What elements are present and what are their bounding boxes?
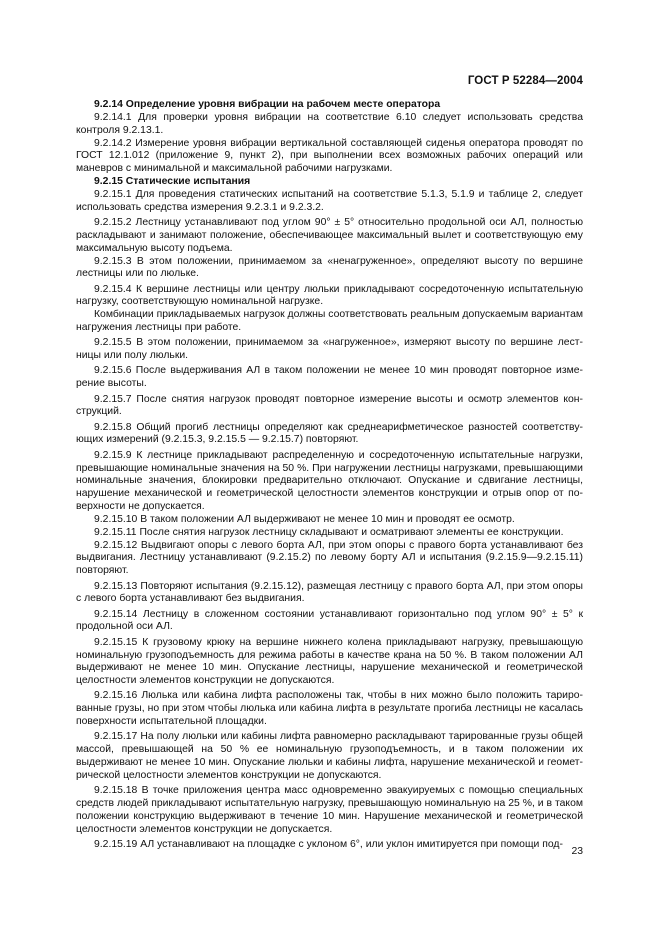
document-body	[76, 99, 583, 852]
section-heading: 9.2.15 Статические испытания	[94, 176, 251, 188]
paragraph: 9.2.15.3 В этом положении, принимаемом за «ненагруженное», определяют высоту по вершине лестницы или по люльке.	[76, 255, 583, 280]
document-header: ГОСТ Р 52284—2004	[467, 75, 583, 87]
paragraph: 9.2.15.6 После выдерживания АЛ в таком положении не менее 10 мин проводят повторное измерение высоты.	[76, 365, 583, 390]
paragraph: 9.2.15.4 К вершине лестницы или центру люльки прикладывают сосредоточенную испытательную нагрузку, соответствующую номинальной нагрузке.	[76, 283, 583, 308]
paragraph: 9.2.15.13 Повторяют испытания (9.2.15.12), размещая лестницу с правого борта АЛ, при этом опоры с левого борта устанавливают без выдвигания.	[76, 580, 583, 605]
paragraph: 9.2.15.17 На полу люльки или кабины лифта равномерно раскладывают тарированные грузы общей массой, превышающей на 50 % ее номинальную грузоподъемность, и в таком положении их выдерживают не менее 10 мин. Опускание люльки и кабины лифта, нарушение механической и геометрической целостности элементов конструкции не допускаются.	[76, 731, 583, 781]
paragraph: 9.2.15.10 В таком положении АЛ выдерживают не менее 10 мин и проводят ее осмотр.	[94, 513, 515, 525]
paragraph: 9.2.15.16 Люлька или кабина лифта расположены так, чтобы в них можно было положить тарированные грузы, но при этом чтобы люлька или кабина лифта в результате прогиба лестницы не касалась поверхности испытательной площадки.	[76, 690, 583, 728]
paragraph: 9.2.15.8 Общий прогиб лестницы определяют как среднеарифметическое разностей соответствующих измерений (9.2.15.3, 9.2.15.5 — 9.2.15.7) повторяют.	[76, 421, 583, 446]
page-number: 23	[571, 846, 583, 857]
paragraph: 9.2.15.2 Лестницу устанавливают под углом 90° ± 5° относительно продольной оси АЛ, полностью раскладывают и занимают положение, обеспечивающее максимальный вылет и соответствующую ему максимальную высоту подъема.	[76, 216, 583, 254]
paragraph: 9.2.15.12 Выдвигают опоры с левого борта АЛ, при этом опоры с правого борта устанавливают без выдвигания. Лестницу устанавливают (9.2.15.2) по левому борту АЛ и испытания (9.2.15.9—9.2.15.11) повторяют.	[76, 539, 583, 577]
paragraph: 9.2.15.7 После снятия нагрузок проводят повторное измерение высоты и осмотр элементов конструкций.	[76, 393, 583, 418]
paragraph: Комбинации прикладываемых нагрузок должны соответствовать реальным допускаемым вариантам нагружения лестницы при работе.	[76, 309, 583, 334]
paragraph: 9.2.15.18 В точке приложения центра масс одновременно эвакуируемых с помощью специальных средств людей прикладывают испытательную нагрузку, превышающую номинальную на 25 %, и в таком положении конструкцию выдерживают в течение 10 мин. Нарушение механической и геометрической целостности элементов конструкции не допускается.	[76, 785, 583, 835]
paragraph: 9.2.15.14 Лестницу в сложенном состоянии устанавливают горизонтально под углом 90° ± 5° к продольной оси АЛ.	[76, 608, 583, 633]
paragraph: 9.2.14.2 Измерение уровня вибрации вертикальной составляющей сиденья оператора проводят по ГОСТ 12.1.012 (приложение 9, пункт 2), при выполнении всех возможных рабочих операций или маневров с минимальной и максимальной рабочими нагрузками.	[76, 137, 583, 175]
paragraph: 9.2.15.1 Для проведения статических испытаний на соответствие 5.1.3, 5.1.9 и таблице 2, следует использовать средства измерения 9.2.3.1 и 9.2.3.2.	[76, 188, 583, 213]
paragraph: 9.2.15.5 В этом положении, принимаемом за «нагруженное», измеряют высоту по вершине лестницы или полу люльки.	[76, 337, 583, 362]
paragraph: 9.2.14.1 Для проверки уровня вибрации на соответствие 6.10 следует использовать средства контроля 9.2.13.1.	[76, 111, 583, 136]
paragraph: 9.2.15.9 К лестнице прикладывают распределенную и сосредоточенную испытательные нагрузки, превышающие номинальные значения на 50 %. При нагружении лестницы нагрузками, превышающими номинальные значения, блокировки предварительно отключают. Опускание и сдвигание лестницы, нарушение механической и геометрической целостности элементов конструкции и отрыв опор от поверхности не допускается.	[76, 449, 583, 513]
section-heading: 9.2.14 Определение уровня вибрации на рабочем месте оператора	[94, 99, 441, 110]
paragraph: 9.2.15.15 К грузовому крюку на вершине нижнего колена прикладывают нагрузку, превышающую номинальную грузоподъемность для режима работы в качестве крана на 50 %. В таком положении АЛ выдерживают не менее 10 мин. Опускание лестницы, нарушение механической и геометрической целостности элементов конструкции не допускаются.	[76, 636, 583, 687]
paragraph: 9.2.15.19 АЛ устанавливают на площадке с уклоном 6°, или уклон имитируется при помощи под-	[94, 838, 563, 850]
paragraph: 9.2.15.11 После снятия нагрузок лестницу складывают и осматривают элементы ее конструкции.	[94, 526, 564, 538]
